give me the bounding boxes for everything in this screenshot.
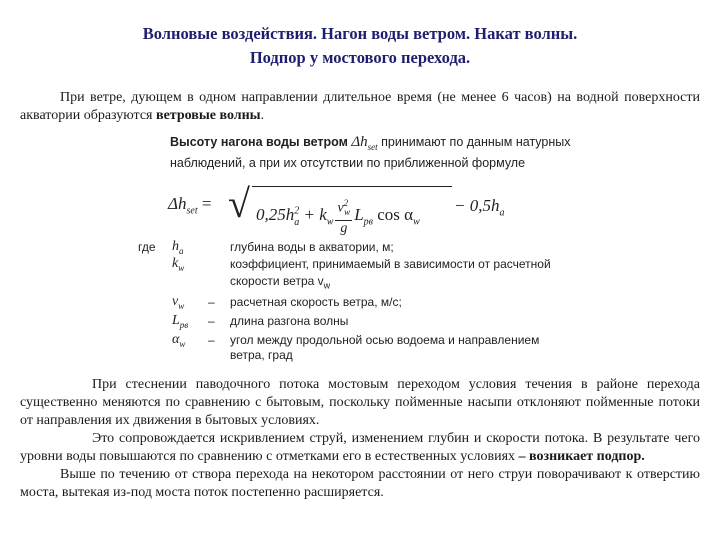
lead-bold: Высоту нагона воды ветром: [170, 135, 348, 149]
formula-tail: − $0,5h_a$: [454, 196, 505, 219]
definition-text: глубина воды в акватории, м;: [230, 240, 394, 254]
formula-lhs: $\Delta h_{set}$ =: [168, 194, 212, 217]
intro-end: .: [260, 108, 265, 123]
lead-symbol: $\Delta h_{set}$: [351, 134, 378, 152]
paragraph-consequence: Это сопровождается искривлением струй, изменением глубин и скорости потока. В результате чего уровни воды повышаются по сравнению с отметками его в естественных условиях – возникает подпор.: [20, 431, 700, 464]
definition-text: коэффициент, принимаемый в зависимости от расчетной: [230, 257, 551, 271]
definition-text: расчетная скорость ветра, м/с;: [230, 295, 402, 309]
backwater-term: – возникает подпор.: [518, 449, 645, 464]
title-line-1: Волновые воздействия. Нагон воды ветром. Накат волны.: [142, 24, 578, 43]
definition-text: скорости ветра $v_w$: [230, 274, 331, 291]
sqrt-sign: √: [228, 181, 250, 226]
definition-symbol: $v_w$: [172, 294, 185, 311]
definition-symbol: $h_a$: [172, 239, 184, 256]
wind-surge-formula: [168, 180, 505, 237]
formula-radicand: $0,25h^2_a + k_w$ $\frac{v^2_w}{g}$ $L_{рв}$ $\cos \alpha_w$: [256, 198, 420, 237]
slide-title: [0, 22, 720, 70]
definition-dash: –: [208, 314, 215, 328]
intro-bold-term: ветровые волны: [156, 108, 261, 123]
intro-paragraph: [20, 89, 700, 125]
backwater-section: [20, 376, 700, 502]
paragraph-upstream: Выше по течению от створа перехода на некотором расстоянии от него струи поворачивают к отверстию моста, вытекая из-под моста поток постепенно расширяется.: [20, 467, 700, 500]
definition-symbol: $k_w$: [172, 256, 185, 273]
definition-symbol: $\alpha_w$: [172, 332, 186, 349]
where-label: где: [138, 240, 156, 254]
formula-fraction: $\frac{v^2_w}{g}$: [337, 198, 351, 237]
definition-symbol: $L_{рв}$: [172, 313, 189, 330]
paragraph-constriction: При стеснении паводочного потока мостовым переходом условия течения в районе перехода существенно меняются по сравнению с бытовым, поскольку пойменные насыпи отклоняют пойменные потоки от направления их движения в бытовых условиях.: [20, 377, 700, 428]
lead-rest: принимают по данным натурных наблюдений, а при их отсутствии по приближенной формуле: [170, 135, 571, 170]
intro-text: При ветре, дующем в одном направлении длительное время (не менее 6 часов) на водной поверхности акватории образуются: [20, 90, 700, 123]
definition-text: ветра, град: [230, 348, 293, 362]
definition-dash: –: [208, 333, 215, 347]
formula-lead-text: [170, 134, 580, 171]
definition-text: длина разгона волны: [230, 314, 349, 328]
definition-text: угол между продольной осью водоема и направлением: [230, 333, 540, 347]
title-line-2: Подпор у мостового перехода.: [249, 48, 471, 67]
sqrt-bar: [252, 186, 452, 187]
definition-dash: –: [208, 295, 215, 309]
formula-scan: [138, 134, 578, 370]
